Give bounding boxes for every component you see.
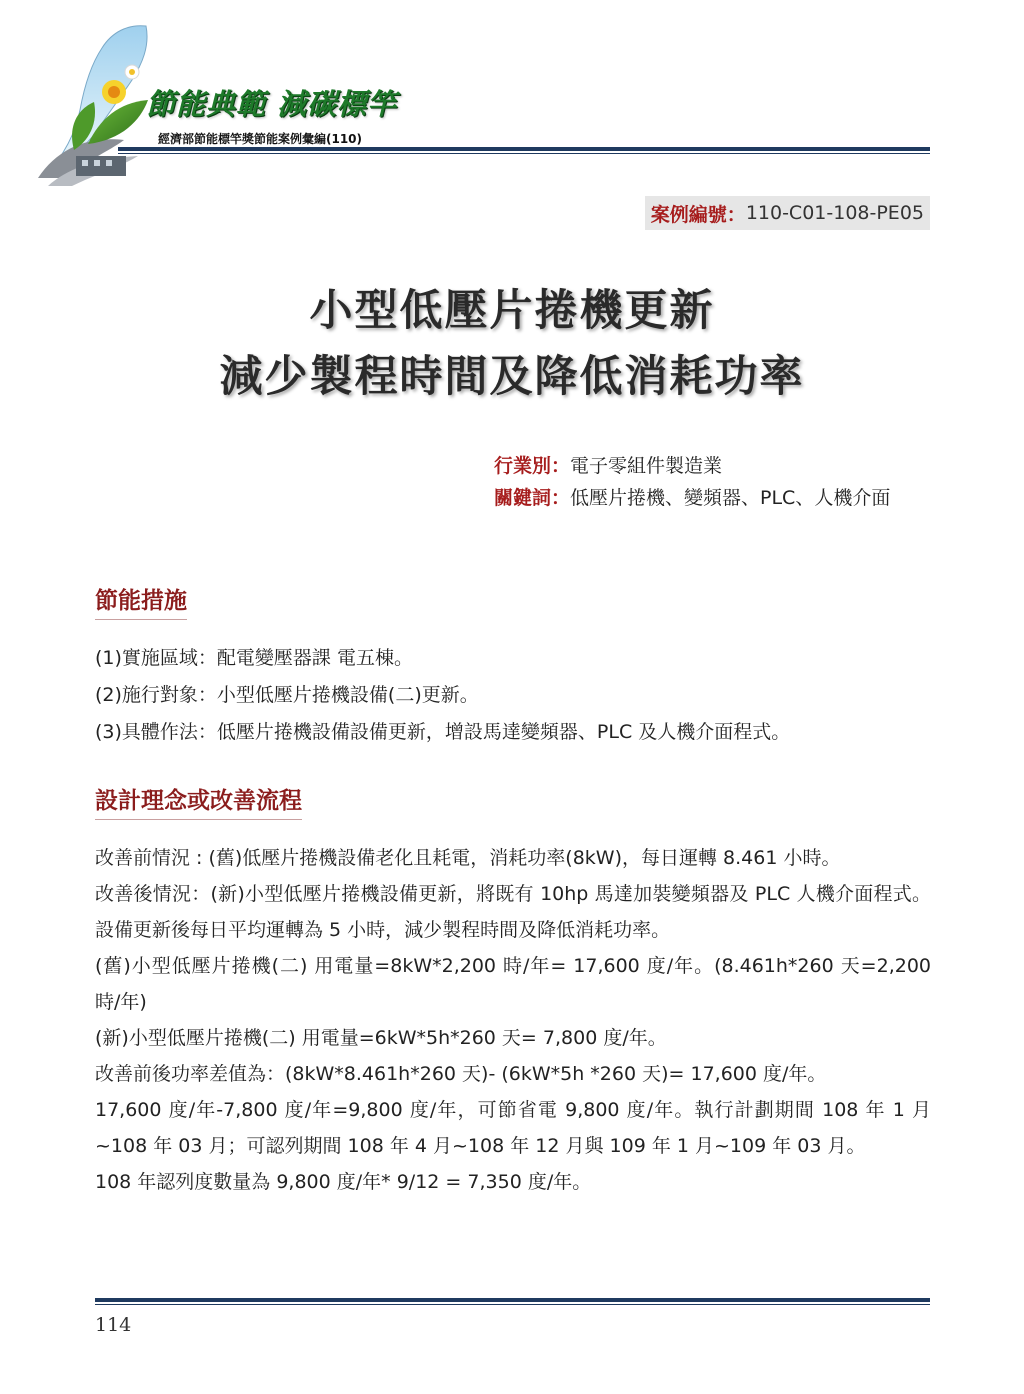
header-rule — [118, 147, 930, 151]
keywords-value: 低壓片捲機、變頻器、PLC、人機介面 — [570, 487, 891, 509]
design-body — [95, 840, 931, 1200]
case-number-value: 110-C01-108-PE05 — [745, 202, 924, 224]
list-item: (2)施行對象：小型低壓片捲機設備(二)更新。 — [95, 684, 479, 706]
paragraph: 改善前情況 : (舊)低壓片捲機設備老化且耗電，消耗功率(8kW)，每日運轉 8.461 小時。 — [95, 847, 841, 869]
brand-subtitle: 經濟部節能標竿獎節能案例彙編(110) — [158, 132, 363, 146]
paragraph: (新)小型低壓片捲機(二) 用電量=6kW*5h*260 天= 7,800 度/年。 — [95, 1027, 667, 1049]
paragraph: 改善前後功率差值為：(8kW*8.461h*260 天)- (6kW*5h *260 天)= 17,600 度/年。 — [95, 1063, 827, 1085]
keywords-label: 關鍵詞： — [494, 487, 571, 509]
meta-info — [494, 450, 934, 514]
meta-industry-row — [494, 450, 934, 482]
paragraph: 改善後情況：(新)小型低壓片捲機設備更新，將既有 10hp 馬達加裝變頻器及 PLC 人機介面程式。設備更新後每日平均運轉為 5 小時，減少製程時間及降低消耗功率。 — [95, 883, 931, 941]
paragraph: 108 年認列度數量為 9,800 度/年* 9/12 = 7,350 度/年。 — [95, 1171, 592, 1193]
list-item: (3)具體作法：低壓片捲機設備設備更新，增設馬達變頻器、PLC 及人機介面程式。 — [95, 721, 791, 743]
footer-rule-thin — [95, 1304, 930, 1305]
industry-value: 電子零組件製造業 — [570, 455, 723, 477]
meta-keywords-row — [494, 482, 934, 514]
title-line-2: 減少製程時間及降低消耗功率 — [219, 352, 805, 402]
footer-rule — [95, 1298, 930, 1302]
paragraph: 17,600 度/年-7,800 度/年=9,800 度/年，可節省電 9,800 度/年。執行計劃期間 108 年 1 月~108 年 03 月；可認列期間 108 年 4 月~108 年 12 月與 109 年 1 月~109 年 03 月。 — [95, 1099, 931, 1157]
page-number: 114 — [95, 1314, 132, 1336]
measures-list — [95, 640, 935, 751]
brand-title: 節能典範 減碳標竿 — [146, 87, 398, 121]
section-heading-design: 設計理念或改善流程 — [95, 782, 302, 820]
case-number-badge — [645, 196, 930, 230]
page-title — [0, 278, 1024, 410]
section-heading-measures: 節能措施 — [95, 582, 187, 620]
case-number-label: 案例編號： — [650, 203, 746, 226]
paragraph: (舊)小型低壓片捲機(二) 用電量=8kW*2,200 時/年= 17,600 度/年。(8.461h*260 天=2,200 時/年) — [95, 955, 931, 1013]
header-rule-thin — [118, 153, 930, 154]
title-line-1: 小型低壓片捲機更新 — [309, 286, 715, 336]
list-item: (1)實施區域：配電變壓器課 電五棟。 — [95, 647, 413, 669]
industry-label: 行業別： — [494, 455, 571, 477]
